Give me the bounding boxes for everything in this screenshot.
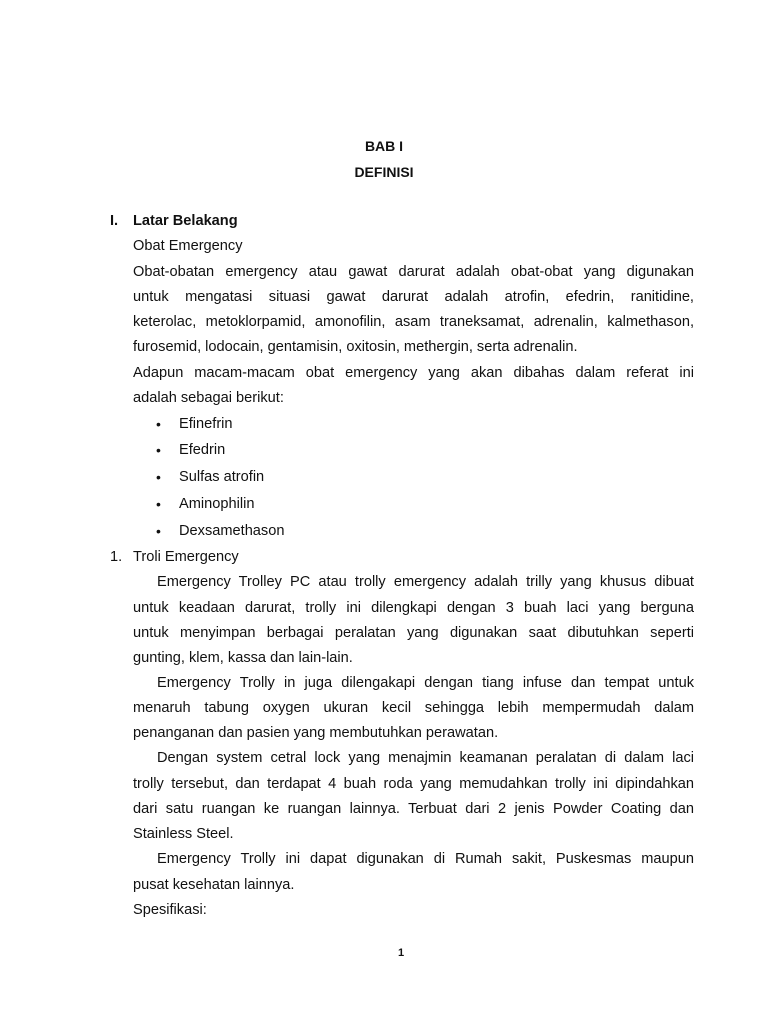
specification-label: Spesifikasi: — [133, 902, 207, 918]
paragraph-line: menaruh tabung oxygen ukuran kecil sehingga lebih mempermudah dalam — [133, 700, 694, 716]
paragraph-line: untuk mengatasi situasi gawat darurat adalah atrofin, efedrin, ranitidine, — [133, 289, 694, 305]
section-numeral: I. — [110, 213, 119, 229]
paragraph-line: Adapun macam-macam obat emergency yang akan dibahas dalam referat ini — [133, 365, 694, 381]
paragraph-line: Emergency Trolly ini dapat digunakan di Rumah sakit, Puskesmas maupun — [157, 851, 694, 867]
paragraph-line: keterolac, metoklorpamid, amonofilin, asam traneksamat, adrenalin, kalmethason, — [133, 314, 694, 330]
paragraph-line: furosemid, lodocain, gentamisin, oxitosin, methergin, serta adrenalin. — [133, 339, 578, 355]
chapter-title: DEFINISI — [354, 164, 414, 180]
bullet-icon: • — [156, 496, 161, 512]
bullet-icon: • — [156, 416, 161, 432]
list-item: Efedrin — [179, 442, 226, 458]
paragraph-line: Emergency Trolly in juga dilengakapi dengan tiang infuse dan tempat untuk — [157, 675, 694, 691]
list-item: Dexsamethason — [179, 523, 285, 539]
subsection-heading: Troli Emergency — [133, 549, 239, 565]
page-number: 1 — [397, 947, 405, 959]
bullet-icon: • — [156, 523, 161, 539]
bullet-icon: • — [156, 469, 161, 485]
paragraph-line: Obat-obatan emergency atau gawat darurat adalah obat-obat yang digunakan — [133, 264, 694, 280]
paragraph-line: pusat kesehatan lainnya. — [133, 877, 295, 893]
paragraph-line: Stainless Steel. — [133, 826, 234, 842]
paragraph-line: adalah sebagai berikut: — [133, 390, 284, 406]
paragraph-line: untuk menyimpan berbagai peralatan yang digunakan saat dibutuhkan seperti — [133, 625, 694, 641]
paragraph-line: penanganan dan pasien yang membutuhkan perawatan. — [133, 725, 499, 741]
paragraph-line: untuk keadaan darurat, trolly ini dilengkapi dengan 3 buah laci yang berguna — [133, 600, 694, 616]
paragraph-line: Dengan system cetral lock yang menajmin keamanan peralatan di dalam laci — [157, 750, 694, 766]
paragraph-line: gunting, klem, kassa dan lain-lain. — [133, 650, 353, 666]
list-item: Aminophilin — [179, 496, 255, 512]
subsection-number: 1. — [110, 549, 123, 565]
section-heading: Latar Belakang — [133, 213, 238, 229]
chapter-label: BAB I — [364, 138, 404, 154]
subheading: Obat Emergency — [133, 238, 243, 254]
paragraph-line: Emergency Trolley PC atau trolly emergency adalah trilly yang khusus dibuat — [157, 574, 694, 590]
paragraph-line: trolly tersebut, dan terdapat 4 buah roda yang memudahkan trolly ini dipindahkan — [133, 776, 694, 792]
paragraph-line: dari satu ruangan ke ruangan lainnya. Terbuat dari 2 jenis Powder Coating dan — [133, 801, 694, 817]
list-item: Efinefrin — [179, 416, 233, 432]
list-item: Sulfas atrofin — [179, 469, 265, 485]
bullet-icon: • — [156, 442, 161, 458]
